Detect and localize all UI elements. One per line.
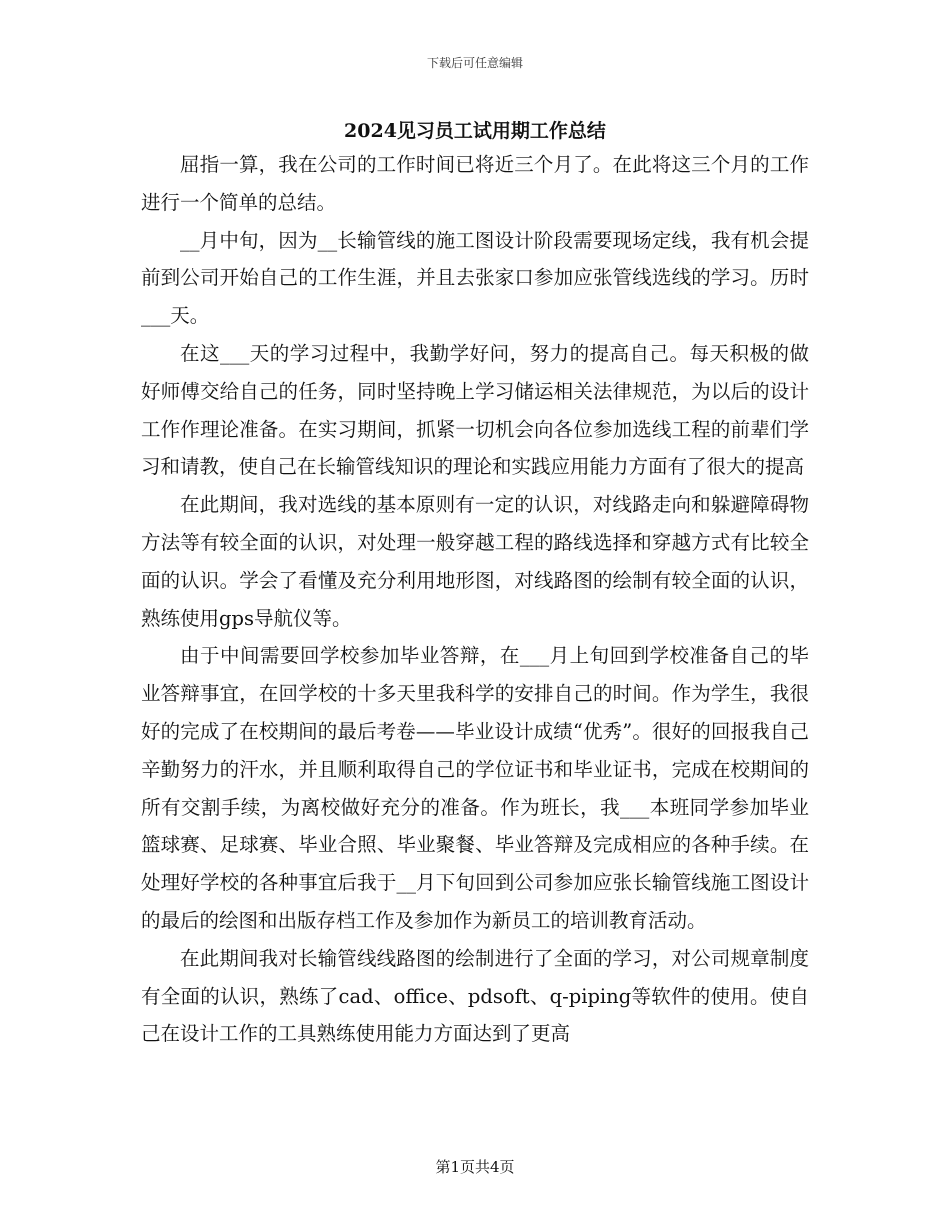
paragraph: 由于中间需要回学校参加毕业答辩，在___月上旬回到学校准备自己的毕业答辩事宜，在回学校的十多天里我科学的安排自己的时间。作为学生，我很好的完成了在校期间的最后考卷——毕业设计成绩“优秀”。很好的回报我自己辛勤努力的汗水，并且顺利取得自己的学位证书和毕业证书，完成在校期间的所有交割手续，为离校做好充分的准备。作为班长，我___本班同学参加毕业篮球赛、足球赛、毕业合照、毕业聚餐、毕业答辩及完成相应的各种手续。在处理好学校的各种事宜后我于__月下旬回到公司参加应张长输管线施工图设计的最后的绘图和出版存档工作及参加作为新员工的培训教育活动。 [141,644,809,932]
paragraph: 在此期间我对长输管线线路图的绘制进行了全面的学习，对公司规章制度有全面的认识，熟练了cad、office、pdsoft、q-piping等软件的使用。使自己在设计工作的工具熟练使用能力方面达到了更高 [141,946,809,1046]
document-body [141,146,809,1053]
document-title: 2024见习员工试用期工作总结 [344,120,606,142]
paragraph: __月中旬，因为__长输管线的施工图设计阶段需要现场定线，我有机会提前到公司开始自己的工作生涯，并且去张家口参加应张管线选线的学习。历时___天。 [141,228,809,328]
header-note: 下载后可任意编辑 [426,56,523,70]
paragraph: 在这___天的学习过程中，我勤学好问，努力的提高自己。每天积极的做好师傅交给自己的任务，同时坚持晚上学习储运相关法律规范，为以后的设计工作作理论准备。在实习期间，抓紧一切机会向各位参加选线工程的前辈们学习和请教，使自己在长输管线知识的理论和实践应用能力方面有了很大的提高 [141,341,809,479]
page-number: 第1页共4页 [435,1158,515,1176]
paragraph: 在此期间，我对选线的基本原则有一定的认识，对线路走向和躲避障碍物方法等有较全面的认识，对处理一般穿越工程的路线选择和穿越方式有比较全面的认识。学会了看懂及充分利用地形图，对线路图的绘制有较全面的认识，熟练使用gps导航仪等。 [141,493,809,630]
paragraph: 屈指一算，我在公司的工作时间已将近三个月了。在此将这三个月的工作进行一个简单的总结。 [141,153,809,214]
